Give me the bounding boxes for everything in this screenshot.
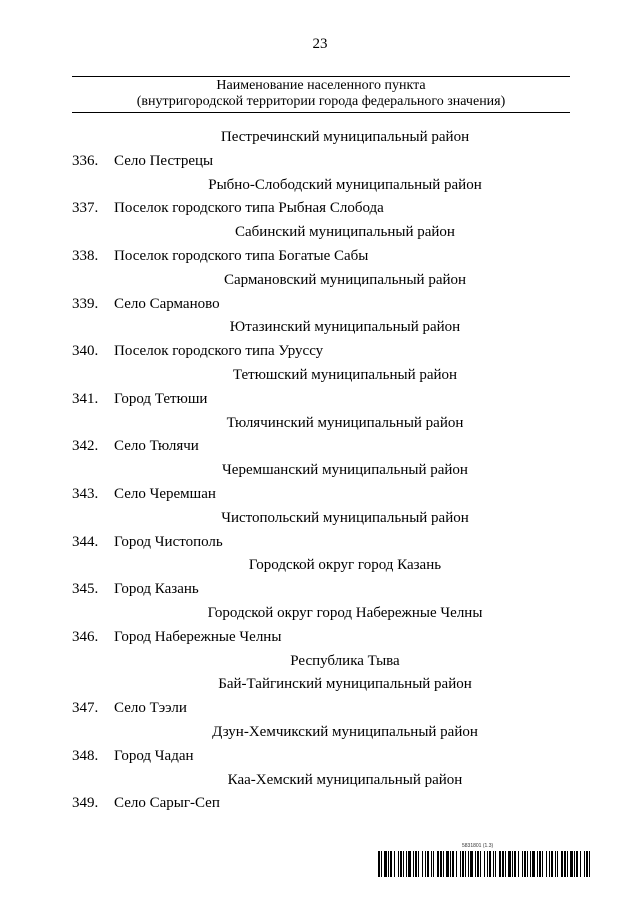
settlement-name: Город Казань bbox=[114, 581, 199, 598]
settlement-row bbox=[0, 388, 640, 412]
settlement-name: Город Тетюши bbox=[114, 390, 208, 407]
district-heading: Городской округ город Казань bbox=[248, 557, 442, 574]
district-heading: Бай-Тайгинский муниципальный район bbox=[218, 676, 472, 693]
settlement-number: 338. bbox=[72, 247, 99, 264]
district-heading: Пестречинский муниципальный район bbox=[220, 129, 470, 145]
settlement-row bbox=[0, 531, 640, 555]
table-header-line-2: (внутригородской территории города федерального значения) bbox=[136, 94, 506, 109]
barcode-icon bbox=[378, 851, 590, 877]
settlement-name: Село Тээли bbox=[114, 700, 187, 717]
settlement-number: 348. bbox=[72, 747, 99, 764]
settlement-row bbox=[0, 293, 640, 317]
district-heading: Сармановский муниципальный район bbox=[223, 271, 467, 288]
settlement-row bbox=[0, 483, 640, 507]
settlement-number: 339. bbox=[72, 295, 99, 312]
settlement-row bbox=[0, 792, 640, 816]
settlement-number: 347. bbox=[72, 700, 99, 717]
settlement-number: 336. bbox=[72, 152, 99, 169]
settlement-row bbox=[0, 578, 640, 602]
header-top-rule bbox=[72, 76, 570, 77]
settlement-name: Село Тюлячи bbox=[114, 438, 199, 455]
settlement-name: Город Набережные Челны bbox=[114, 628, 282, 645]
settlement-row bbox=[0, 245, 640, 269]
document-stamp-code: 5831801 (1.3) bbox=[462, 843, 494, 849]
settlement-number: 343. bbox=[72, 485, 99, 502]
settlement-number: 340. bbox=[72, 343, 99, 360]
page-number: 23 bbox=[312, 36, 328, 52]
settlement-row bbox=[0, 697, 640, 721]
settlement-row bbox=[0, 150, 640, 174]
header-bottom-rule bbox=[72, 112, 570, 113]
district-heading: Тетюшский муниципальный район bbox=[232, 366, 458, 383]
settlement-name: Село Сарманово bbox=[114, 295, 220, 312]
district-heading: Республика Тыва bbox=[290, 652, 400, 669]
settlement-list bbox=[0, 126, 640, 816]
settlement-number: 346. bbox=[72, 628, 99, 645]
settlement-name: Село Черемшан bbox=[114, 485, 216, 502]
settlement-number: 342. bbox=[72, 438, 99, 455]
settlement-row bbox=[0, 626, 640, 650]
settlement-name: Село Пестрецы bbox=[114, 152, 214, 169]
settlement-row bbox=[0, 435, 640, 459]
district-heading: Ютазинский муниципальный район bbox=[229, 319, 461, 336]
district-heading: Каа-Хемский муниципальный район bbox=[227, 771, 463, 788]
settlement-number: 345. bbox=[72, 581, 99, 598]
district-heading: Тюлячинский муниципальный район bbox=[226, 414, 464, 431]
settlement-number: 337. bbox=[72, 200, 99, 217]
settlement-row bbox=[0, 745, 640, 769]
settlement-row bbox=[0, 197, 640, 221]
settlement-name: Поселок городского типа Рыбная Слобода bbox=[114, 200, 384, 217]
settlement-name: Город Чистополь bbox=[114, 533, 223, 550]
table-header-line-1: Наименование населенного пункта bbox=[216, 78, 426, 93]
settlement-number: 349. bbox=[72, 795, 99, 812]
district-heading: Чистопольский муниципальный район bbox=[221, 509, 469, 526]
district-heading: Сабинский муниципальный район bbox=[235, 224, 455, 241]
district-heading: Дзун-Хемчикский муниципальный район bbox=[212, 723, 478, 740]
settlement-number: 344. bbox=[72, 533, 99, 550]
table-header bbox=[72, 78, 570, 110]
settlement-name: Село Сарыг-Сеп bbox=[114, 795, 220, 812]
settlement-row bbox=[0, 340, 640, 364]
settlement-name: Город Чадан bbox=[114, 747, 194, 764]
settlement-number: 341. bbox=[72, 390, 99, 407]
district-heading: Городской округ город Набережные Челны bbox=[207, 604, 483, 621]
district-heading: Черемшанский муниципальный район bbox=[222, 462, 468, 479]
settlement-name: Поселок городского типа Уруссу bbox=[114, 343, 324, 360]
district-heading: Рыбно-Слободский муниципальный район bbox=[208, 176, 482, 193]
settlement-name: Поселок городского типа Богатые Сабы bbox=[114, 247, 369, 264]
